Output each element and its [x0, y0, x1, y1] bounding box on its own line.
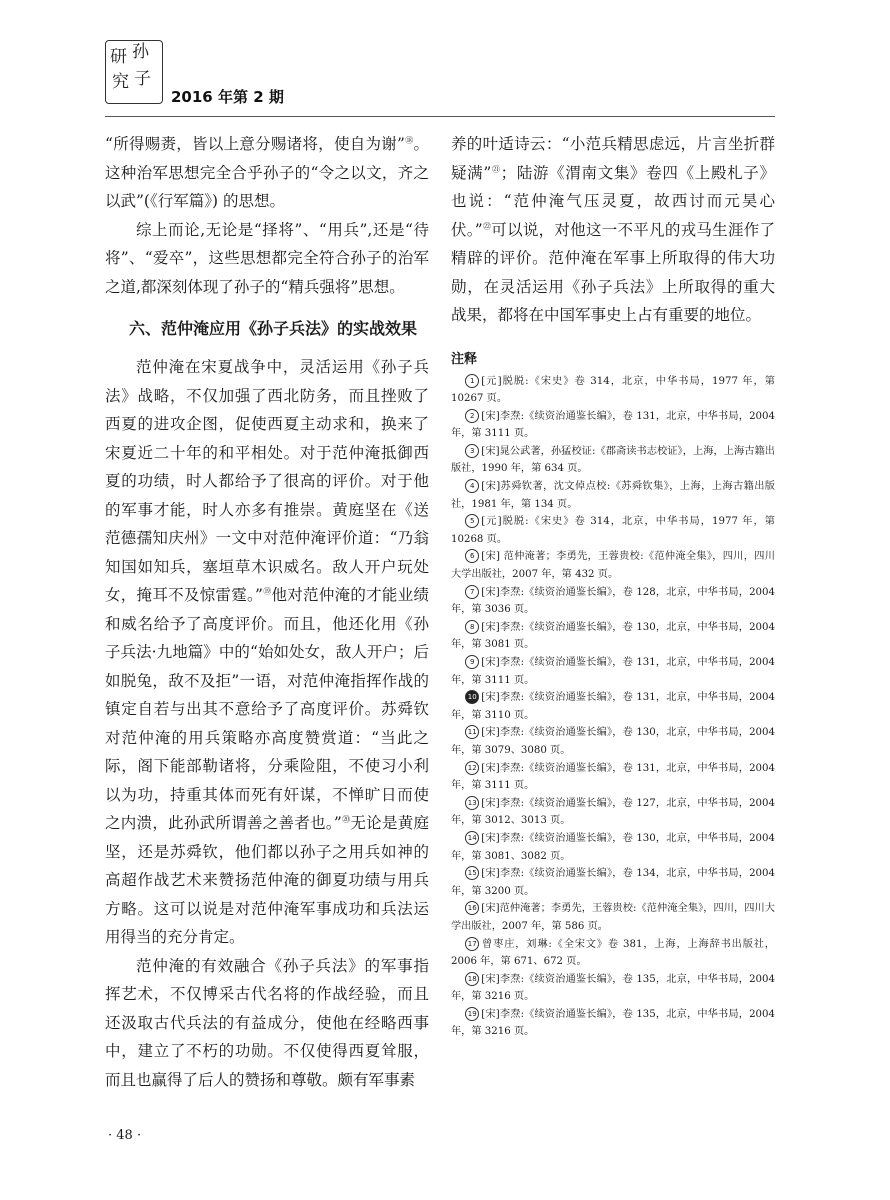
note-text: [宋]晁公武著，孙猛校证:《郡斋读书志校证》，上海，上海古籍出版社，1990 年，第 634 页。 [451, 445, 775, 475]
note-text: [宋]李焘:《续资治通鉴长编》，卷 135，北京，中华书局，2004 年，第 3216 页。 [451, 1008, 775, 1038]
logo-char: 子 [134, 69, 151, 89]
note-marker: 6 [465, 549, 479, 563]
note-text: [宋]李焘:《续资治通鉴长编》，卷 134，北京，中华书局，2004 年，第 3200 页。 [451, 868, 775, 897]
note-item [451, 760, 775, 795]
note-item [451, 830, 775, 865]
note-item [451, 865, 775, 900]
notes-heading: 注释 [451, 351, 478, 367]
paragraph: 范仲淹在宋夏战争中，灵活运用《孙子兵法》战略，不仅加强了西北防务，而且挫败了西夏的进攻企图，促使西夏主动求和，换来了宋夏近二十年的和平相处。对于范仲淹抵御西夏的功绩，时人都给予了很高的评价。对于他的军事才能，时人亦多有推崇。黄庭坚在《送范德孺知庆州》一文中对范仲淹评价道：“乃翁知国如知兵，塞垣草木识威名。敌人开户玩处女，掩耳不及惊雷霆。”⑲他对范仲淹的才能业绩和威名给予了高度评价。而且，他还化用《孙子兵法·九地篇》中的“始如处女，敌人开户；后如脱兔，敌不及拒”一语，对范仲淹指挥作战的镇定自若与出其不意给予了高度评价。苏舜钦对范仲淹的用兵策略亦高度赞赏道：“当此之际，阁下能部勒诸将，分乘险阻，不使习小利以为功，持重其体而死有奸谋，不惮旷日而使之内溃，此孙武所谓善之善者也。”⑳无论是黄庭坚，还是苏舜钦，他们都以孙子之用兵如神的高超作战艺术来赞扬范仲淹的御夏功绩与用兵方略。这可以说是对范仲淹军事成功和兵法运用得当的充分肯定。 [105, 358, 429, 946]
note-item [451, 584, 775, 619]
note-item [451, 619, 775, 654]
journal-logo [105, 40, 163, 104]
note-text: [元]脱脱:《宋史》卷 314，北京，中华书局，1977 年，第 10267 页。 [451, 375, 775, 405]
footnote-ref[interactable]: ⑳ [341, 814, 351, 824]
footnote-ref[interactable]: ⑱ [404, 135, 414, 145]
note-text: [宋]李焘:《续资治通鉴长编》，卷 127，北京，中华书局，2004 年，第 3012、3013 页。 [451, 797, 775, 827]
note-marker: 8 [465, 620, 479, 634]
note-marker: 18 [465, 972, 479, 986]
note-marker: 13 [465, 796, 479, 810]
page-header [105, 40, 775, 117]
note-item [451, 513, 775, 548]
note-item [451, 443, 775, 478]
right-column [451, 130, 775, 1041]
note-item [451, 936, 775, 971]
footnote-ref[interactable]: ⑲ [262, 586, 272, 596]
note-text: [宋]李焘:《续资治通鉴长编》，卷 130，北京，中华书局，2004 年，第 3081 页。 [451, 621, 775, 651]
issue-label: 2016 年第 2 期 [171, 88, 284, 106]
note-text: [宋]李焘:《续资治通鉴长编》，卷 131，北京，中华书局，2004 年，第 3111 页。 [451, 657, 775, 686]
note-marker: 5 [465, 514, 479, 528]
note-marker: 10 [465, 690, 479, 704]
note-item [451, 1006, 775, 1041]
section-heading: 六、范仲淹应用《孙子兵法》的实战效果 [129, 319, 418, 338]
note-text: [宋]苏舜钦著，沈文倬点校:《苏舜钦集》，上海，上海古籍出版社，1981 年，第 134 页。 [451, 481, 775, 510]
note-item [451, 900, 775, 935]
note-marker: 1 [465, 374, 479, 388]
note-text: [宋]李焘:《续资治通鉴长编》，卷 130，北京，中华书局，2004 年，第 3079、3080 页。 [451, 727, 775, 756]
paragraph: 范仲淹的有效融合《孙子兵法》的军事指挥艺术，不仅博采古代名将的作战经验，而且还汲取古代兵法的有益成分，使他在经略西事中，建立了不朽的功勋。不仅使得西夏耸服，而且也赢得了后人的赞扬和尊敬。颇有军事素 [105, 956, 429, 1089]
logo-char: 孙 [132, 42, 149, 62]
note-text: [宋]李焘:《续资治通鉴长编》，卷 131，北京，中华书局，2004 年，第 3110 页。 [451, 692, 775, 721]
note-marker: 19 [465, 1007, 479, 1021]
note-text: [宋] 范仲淹著；李勇先，王蓉贵校:《范仲淹全集》，四川，四川大学出版社，2007 年，第 432 页。 [451, 551, 775, 581]
note-text: [宋]李焘:《续资治通鉴长编》，卷 135，北京，中华书局，2004 年，第 3216 页。 [451, 973, 775, 1003]
note-text: [元]脱脱:《宋史》卷 314，北京，中华书局，1977 年，第 10268 页。 [451, 516, 775, 545]
paragraph: 综上而论,无论是“择将”、“用兵”,还是“待将”、“爱卒”，这些思想都完全符合孙子的治军之道,都深刻体现了孙子的“精兵强将”思想。 [105, 220, 429, 296]
note-text: [宋]范仲淹著；李勇先，王蓉贵校:《范仲淹全集》，四川，四川大学出版社，2007 年，第 586 页。 [451, 903, 775, 932]
note-item [451, 689, 775, 724]
note-marker: 4 [465, 479, 479, 493]
note-text: [宋]李焘:《续资治通鉴长编》，卷 130，北京，中华书局，2004 年，第 3081、3082 页。 [451, 832, 775, 862]
paragraph: “所得赐赉，皆以上意分赐诸将，使自为谢”⑱。这种治军思想完全合乎孙子的“令之以文，齐之以武”(《行军篇》) 的思想。 [105, 135, 430, 210]
note-item [451, 654, 775, 689]
note-text: 曾枣庄，刘琳:《全宋文》卷 381，上海，上海辞书出版社，2006 年，第 671、672 页。 [451, 938, 775, 968]
notes-list [451, 373, 775, 1042]
note-item [451, 408, 775, 443]
note-marker: 14 [465, 831, 479, 845]
left-column [105, 130, 429, 1094]
note-item [451, 373, 775, 408]
note-marker: 2 [465, 409, 479, 423]
paragraph: 养的叶适诗云：“小范兵精思虑远，片言坐折群疑满”$^㉑$；陆游《渭南文集》卷四《上殿札子》也说：“范仲淹气压灵夏，故西讨而元昊心伏。”$^㉒$可以说，对他这一不平凡的戎马生涯作了精辟的评价。范仲淹在军事上所取得的伟大功勋，在灵活运用《孙子兵法》上所取得的重大战果，都将在中国军事史上占有重要的地位。 [451, 135, 775, 324]
note-marker: 12 [465, 761, 479, 775]
note-item [451, 971, 775, 1006]
note-text: [宋]李焘:《续资治通鉴长编》，卷 131，北京，中华书局，2004 年，第 3111 页。 [451, 410, 775, 440]
note-marker: 7 [465, 585, 479, 599]
note-marker: 17 [465, 937, 479, 951]
footnote-ref[interactable]: ㉒ [482, 221, 492, 231]
logo-char: 研 [110, 47, 127, 67]
logo-char: 究 [112, 72, 129, 92]
note-item [451, 795, 775, 830]
note-text: [宋]李焘:《续资治通鉴长编》，卷 131，北京，中华书局，2004 年，第 3111 页。 [451, 762, 775, 792]
note-marker: 3 [465, 444, 479, 458]
note-item [451, 548, 775, 583]
note-item [451, 724, 775, 759]
note-marker: 11 [465, 725, 479, 739]
page-number: · 48 · [108, 1128, 142, 1143]
footnote-ref[interactable]: ㉑ [491, 164, 501, 174]
note-text: [宋]李焘:《续资治通鉴长编》，卷 128，北京，中华书局，2004 年，第 3036 页。 [451, 586, 775, 616]
note-marker: 16 [465, 901, 479, 915]
note-item [451, 478, 775, 513]
note-marker: 9 [465, 655, 479, 669]
note-marker: 15 [465, 866, 479, 880]
